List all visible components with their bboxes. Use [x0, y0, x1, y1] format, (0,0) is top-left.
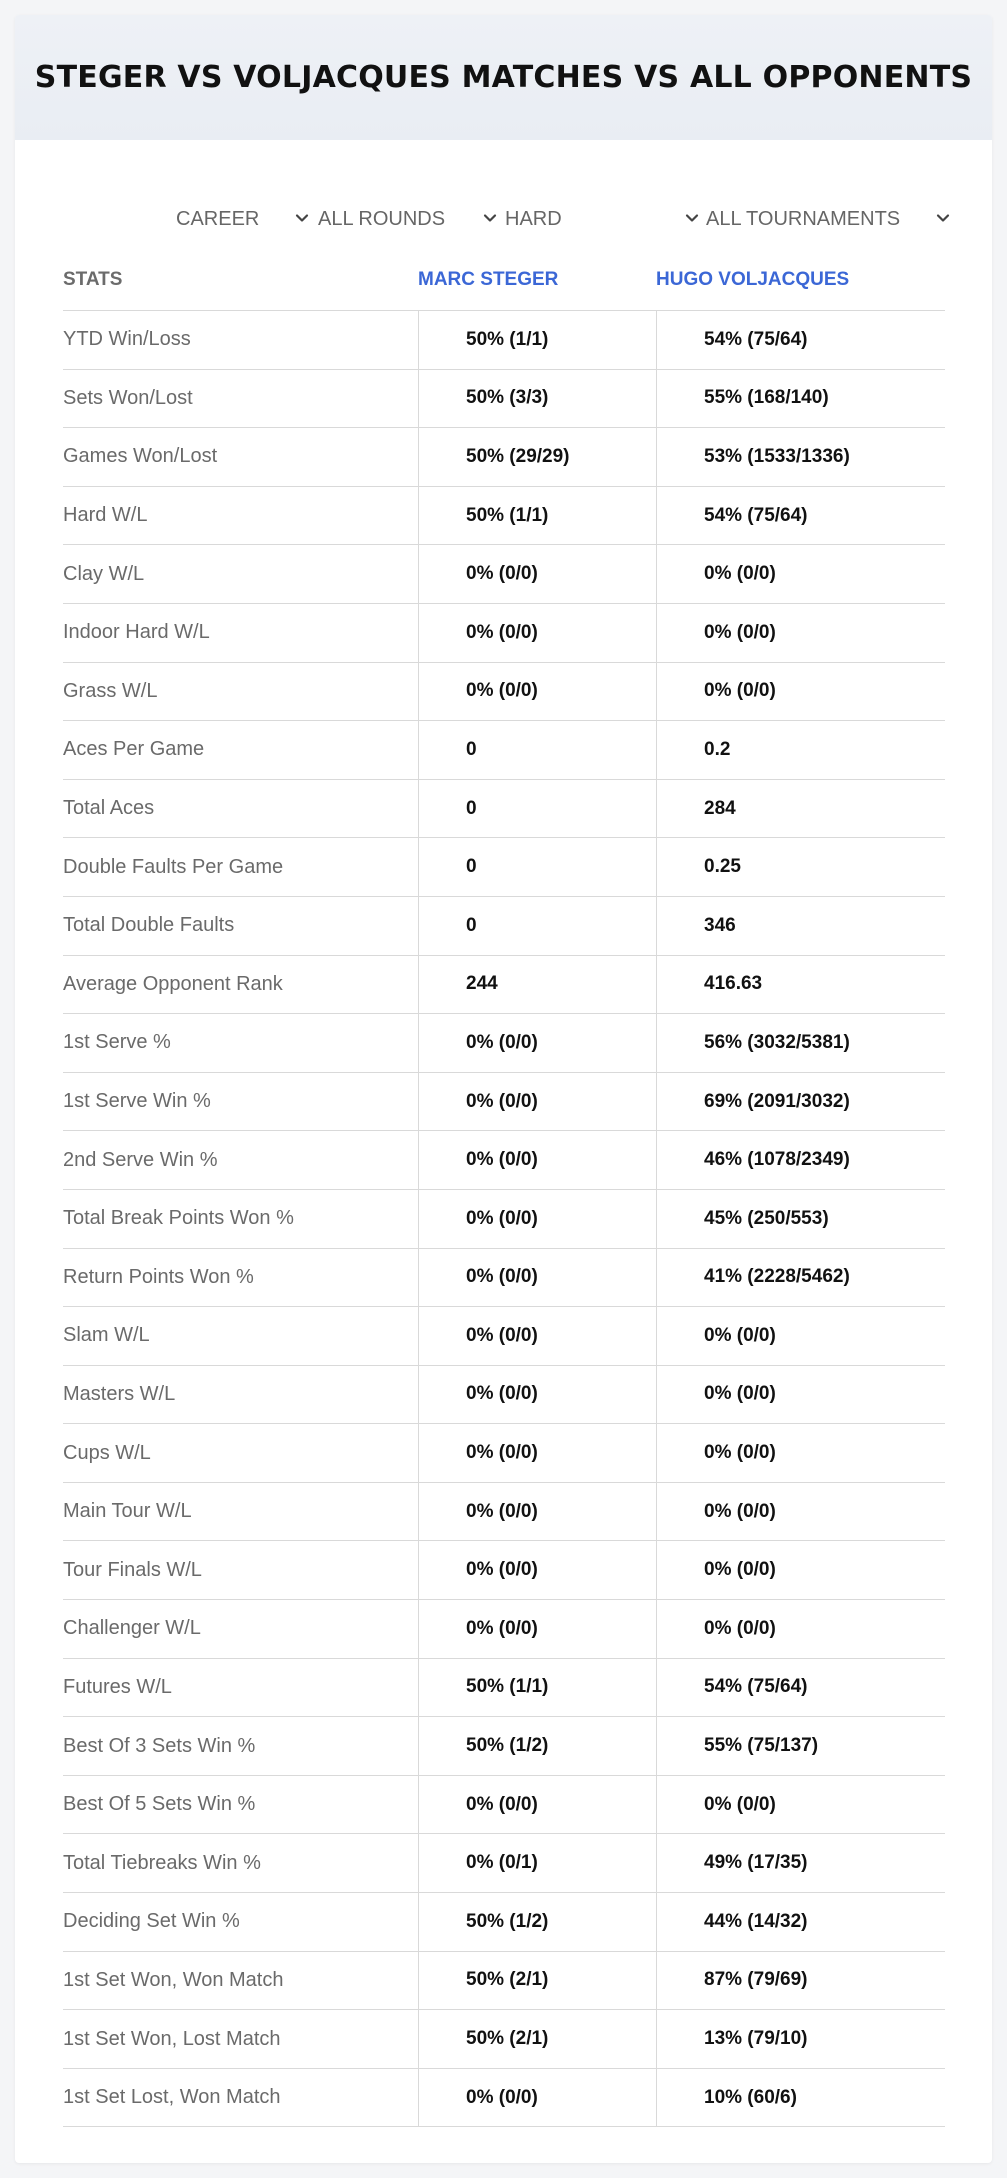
stat-label: Return Points Won % [63, 1265, 254, 1288]
player2-value: 284 [704, 797, 736, 819]
player1-value: 50% (29/29) [466, 445, 570, 467]
period-select-value: CAREER [176, 207, 260, 230]
player2-value: 346 [704, 914, 736, 936]
stat-label: Total Double Faults [63, 914, 235, 937]
chevron-down-icon [933, 208, 953, 228]
player1-value: 50% (1/1) [466, 328, 549, 350]
player1-value: 0% (0/0) [466, 1383, 538, 1405]
player1-value: 0 [466, 856, 477, 878]
surface-select-value: HARD [505, 207, 562, 230]
player2-value: 0.25 [704, 856, 741, 878]
player2-value: 41% (2228/5462) [704, 1266, 850, 1288]
player1-value: 0% (0/0) [466, 1442, 538, 1464]
player2-value: 0% (0/0) [704, 1617, 776, 1639]
player1-value: 0% (0/0) [466, 1324, 538, 1346]
table-row [63, 487, 945, 546]
player1-value: 50% (1/2) [466, 1910, 549, 1932]
player1-link[interactable]: MARC STEGER [418, 268, 559, 290]
player2-value: 87% (79/69) [704, 1969, 808, 1991]
player2-value: 0% (0/0) [704, 1793, 776, 1815]
stat-label: Best Of 3 Sets Win % [63, 1734, 256, 1757]
player2-value: 0% (0/0) [704, 563, 776, 585]
table-row [63, 1717, 945, 1776]
table-row [63, 1131, 945, 1190]
table-header [63, 248, 945, 311]
stat-label: Clay W/L [63, 562, 145, 585]
table-row [63, 1366, 945, 1425]
stat-label: Indoor Hard W/L [63, 621, 210, 644]
player2-value: 10% (60/6) [704, 2086, 797, 2108]
chevron-down-icon [682, 208, 702, 228]
player2-value: 49% (17/35) [704, 1852, 808, 1874]
player1-value: 0% (0/0) [466, 1266, 538, 1288]
stat-label: Total Break Points Won % [63, 1207, 294, 1230]
player2-value: 0% (0/0) [704, 1383, 776, 1405]
player1-value: 50% (1/1) [466, 504, 549, 526]
player2-value: 0% (0/0) [704, 1442, 776, 1464]
stat-label: 1st Set Won, Lost Match [63, 2027, 281, 2050]
table-row [63, 1541, 945, 1600]
column-divider [418, 311, 419, 2127]
stat-label: 1st Serve % [63, 1031, 171, 1054]
player2-value: 56% (3032/5381) [704, 1031, 850, 1053]
table-row [63, 604, 945, 663]
table-row [63, 1424, 945, 1483]
stat-label: Sets Won/Lost [63, 386, 193, 409]
stats-column-header: STATS [63, 268, 123, 290]
table-row [63, 1249, 945, 1308]
player2-value: 54% (75/64) [704, 328, 808, 350]
table-row [63, 1952, 945, 2011]
player2-value: 54% (75/64) [704, 1676, 808, 1698]
stat-label: Masters W/L [63, 1382, 176, 1405]
player1-value: 0 [466, 914, 477, 936]
round-select[interactable] [318, 191, 502, 247]
player1-value: 0% (0/0) [466, 563, 538, 585]
stat-label: Futures W/L [63, 1675, 172, 1698]
table-row [63, 1483, 945, 1542]
table-row [63, 1307, 945, 1366]
player1-value: 0% (0/0) [466, 1793, 538, 1815]
player2-value: 53% (1533/1336) [704, 445, 850, 467]
player1-value: 0% (0/0) [466, 1559, 538, 1581]
player1-value: 0% (0/0) [466, 680, 538, 702]
player1-value: 0 [466, 738, 477, 760]
stat-label: Main Tour W/L [63, 1500, 192, 1523]
stat-label: Tour Finals W/L [63, 1558, 202, 1581]
surface-select[interactable] [505, 191, 705, 247]
player2-value: 45% (250/553) [704, 1207, 829, 1229]
player2-value: 0% (0/0) [704, 1500, 776, 1522]
table-row [63, 838, 945, 897]
stat-label: Cups W/L [63, 1441, 151, 1464]
stat-label: Challenger W/L [63, 1617, 201, 1640]
player2-value: 0.2 [704, 738, 731, 760]
table-row [63, 663, 945, 722]
table-row [63, 311, 945, 370]
player1-value: 0 [466, 797, 477, 819]
table-row [63, 1834, 945, 1893]
stat-label: 1st Serve Win % [63, 1090, 211, 1113]
stat-label: Deciding Set Win % [63, 1910, 240, 1933]
player2-value: 55% (75/137) [704, 1735, 819, 1757]
player1-value: 0% (0/0) [466, 1207, 538, 1229]
player2-value: 69% (2091/3032) [704, 1090, 850, 1112]
column-divider [656, 311, 657, 2127]
table-row [63, 721, 945, 780]
player2-value: 0% (0/0) [704, 680, 776, 702]
table-row [63, 1600, 945, 1659]
player1-value: 0% (0/0) [466, 621, 538, 643]
chevron-down-icon [480, 208, 500, 228]
table-row [63, 545, 945, 604]
stat-label: 1st Set Lost, Won Match [63, 2086, 281, 2109]
player1-value: 244 [466, 973, 498, 995]
player2-value: 13% (79/10) [704, 2028, 808, 2050]
stat-label: Games Won/Lost [63, 445, 218, 468]
stat-label: YTD Win/Loss [63, 328, 191, 351]
stat-label: Best Of 5 Sets Win % [63, 1793, 256, 1816]
page-title: STEGER VS VOLJACQUES MATCHES VS ALL OPPONENTS [34, 60, 973, 95]
stat-label: Total Aces [63, 797, 155, 820]
player2-value: 55% (168/140) [704, 387, 829, 409]
player1-value: 50% (3/3) [466, 387, 549, 409]
player2-value: 54% (75/64) [704, 504, 808, 526]
player1-value: 50% (2/1) [466, 1969, 549, 1991]
table-row [63, 956, 945, 1015]
stat-label: Average Opponent Rank [63, 972, 283, 995]
table-body [63, 311, 945, 2127]
player1-value: 0% (0/0) [466, 1500, 538, 1522]
table-row [63, 1073, 945, 1132]
card-header [15, 15, 992, 140]
table-row [63, 1893, 945, 1952]
player1-value: 0% (0/0) [466, 1617, 538, 1639]
player1-value: 50% (1/1) [466, 1676, 549, 1698]
table-row [63, 370, 945, 429]
player2-value: 416.63 [704, 973, 763, 995]
stat-label: Total Tiebreaks Win % [63, 1851, 261, 1874]
player2-value: 0% (0/0) [704, 1324, 776, 1346]
filter-bar [15, 191, 992, 247]
chevron-down-icon [292, 208, 312, 228]
table-row [63, 2010, 945, 2069]
stat-label: Aces Per Game [63, 738, 205, 761]
table-row [63, 780, 945, 839]
table-row [63, 428, 945, 487]
stat-label: Double Faults Per Game [63, 855, 284, 878]
table-row [63, 897, 945, 956]
player1-value: 0% (0/0) [466, 2086, 538, 2108]
player2-link[interactable]: HUGO VOLJACQUES [656, 268, 850, 290]
tournament-select-value: ALL TOURNAMENTS [706, 207, 901, 230]
table-row [63, 1776, 945, 1835]
stat-label: 2nd Serve Win % [63, 1148, 218, 1171]
tournament-select[interactable] [706, 191, 960, 247]
player1-value: 0% (0/0) [466, 1149, 538, 1171]
round-select-value: ALL ROUNDS [318, 207, 446, 230]
table-row [63, 1190, 945, 1249]
stat-label: Slam W/L [63, 1324, 150, 1347]
period-select[interactable] [176, 191, 314, 247]
player1-value: 0% (0/0) [466, 1031, 538, 1053]
player2-value: 46% (1078/2349) [704, 1149, 850, 1171]
stats-card [15, 15, 992, 2163]
player2-value: 0% (0/0) [704, 1559, 776, 1581]
table-row [63, 2069, 945, 2128]
player1-value: 0% (0/0) [466, 1090, 538, 1112]
stat-label: Grass W/L [63, 679, 158, 702]
stat-label: Hard W/L [63, 504, 148, 527]
stat-label: 1st Set Won, Won Match [63, 1968, 284, 1991]
player2-value: 44% (14/32) [704, 1910, 808, 1932]
stats-table [63, 248, 945, 2127]
player1-value: 50% (1/2) [466, 1735, 549, 1757]
table-row [63, 1659, 945, 1718]
player1-value: 50% (2/1) [466, 2028, 549, 2050]
player1-value: 0% (0/1) [466, 1852, 538, 1874]
player2-value: 0% (0/0) [704, 621, 776, 643]
table-row [63, 1014, 945, 1073]
